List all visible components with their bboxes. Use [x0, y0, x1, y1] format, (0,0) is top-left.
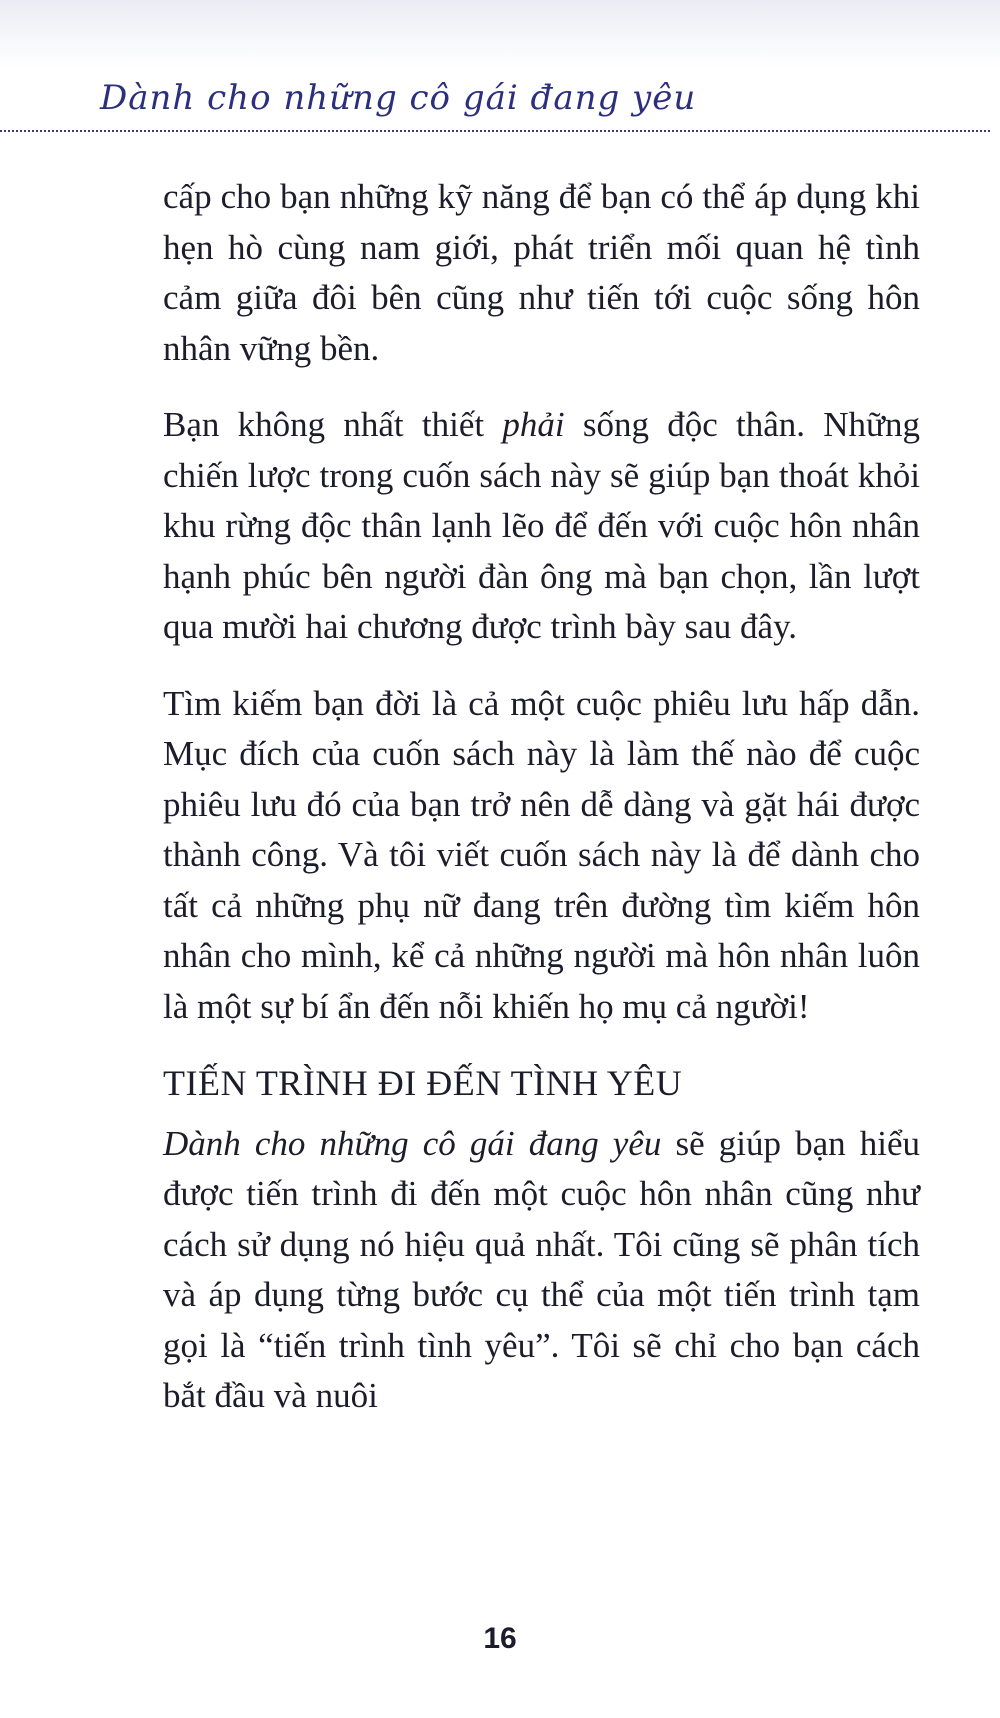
running-title: Dành cho những cô gái đang yêu — [100, 78, 697, 118]
paragraph-1: cấp cho bạn những kỹ năng để bạn có thể áp dụng khi hẹn hò cùng nam giới, phát triển mối quan hệ tình cảm giữa đôi bên cũng như tiến tới cuộc sống hôn nhân vững bền. — [163, 177, 920, 368]
paragraph-2 — [163, 400, 920, 653]
paragraph-4-book-title: Dành cho những cô gái đang yêu — [163, 1123, 662, 1163]
paragraph-2-emphasis: phải — [502, 405, 565, 444]
paragraph-2-start: Bạn không nhất thiết — [163, 405, 503, 444]
paragraph-4 — [163, 1119, 920, 1422]
paragraph-4-text: sẽ giúp bạn hiểu được tiến trình đi đến một cuộc hôn nhân cũng như cách sử dụng nó hiệu quả nhất. Tôi cũng sẽ phân tích và áp dụng từng bước cụ thể của một tiến trình tạm gọi là “tiến trình tình yêu”. Tôi sẽ chỉ cho bạn cách bắt đầu và nuôi — [163, 1123, 920, 1415]
paragraph-3: Tìm kiếm bạn đời là cả một cuộc phiêu lưu hấp dẫn. Mục đích của cuốn sách này là làm thế nào để cuộc phiêu lưu đó của bạn trở nên dễ dàng và gặt hái được thành công. Và tôi viết cuốn sách này là để dành cho tất cả những phụ nữ đang trên đường tìm kiếm hôn nhân cho mình, kể cả những người mà hôn nhân luôn là một sự bí ẩn đến nỗi khiến họ mụ cả người! — [163, 683, 920, 1026]
body-text — [163, 172, 920, 1448]
paragraph-2-end: sống độc thân. Những chiến lược trong cuốn sách này sẽ giúp bạn thoát khỏi khu rừng độc thân lạnh lẽo để đến với cuộc hôn nhân hạnh phúc bên người đàn ông mà bạn chọn, lần lượt qua mười hai chương được trình bày sau đây. — [163, 405, 920, 646]
running-header — [0, 72, 990, 132]
header-dotted-rule — [0, 130, 990, 132]
section-heading: TIẾN TRÌNH ĐI ĐẾN TÌNH YÊU — [163, 1063, 683, 1103]
page-number: 16 — [483, 1622, 517, 1655]
